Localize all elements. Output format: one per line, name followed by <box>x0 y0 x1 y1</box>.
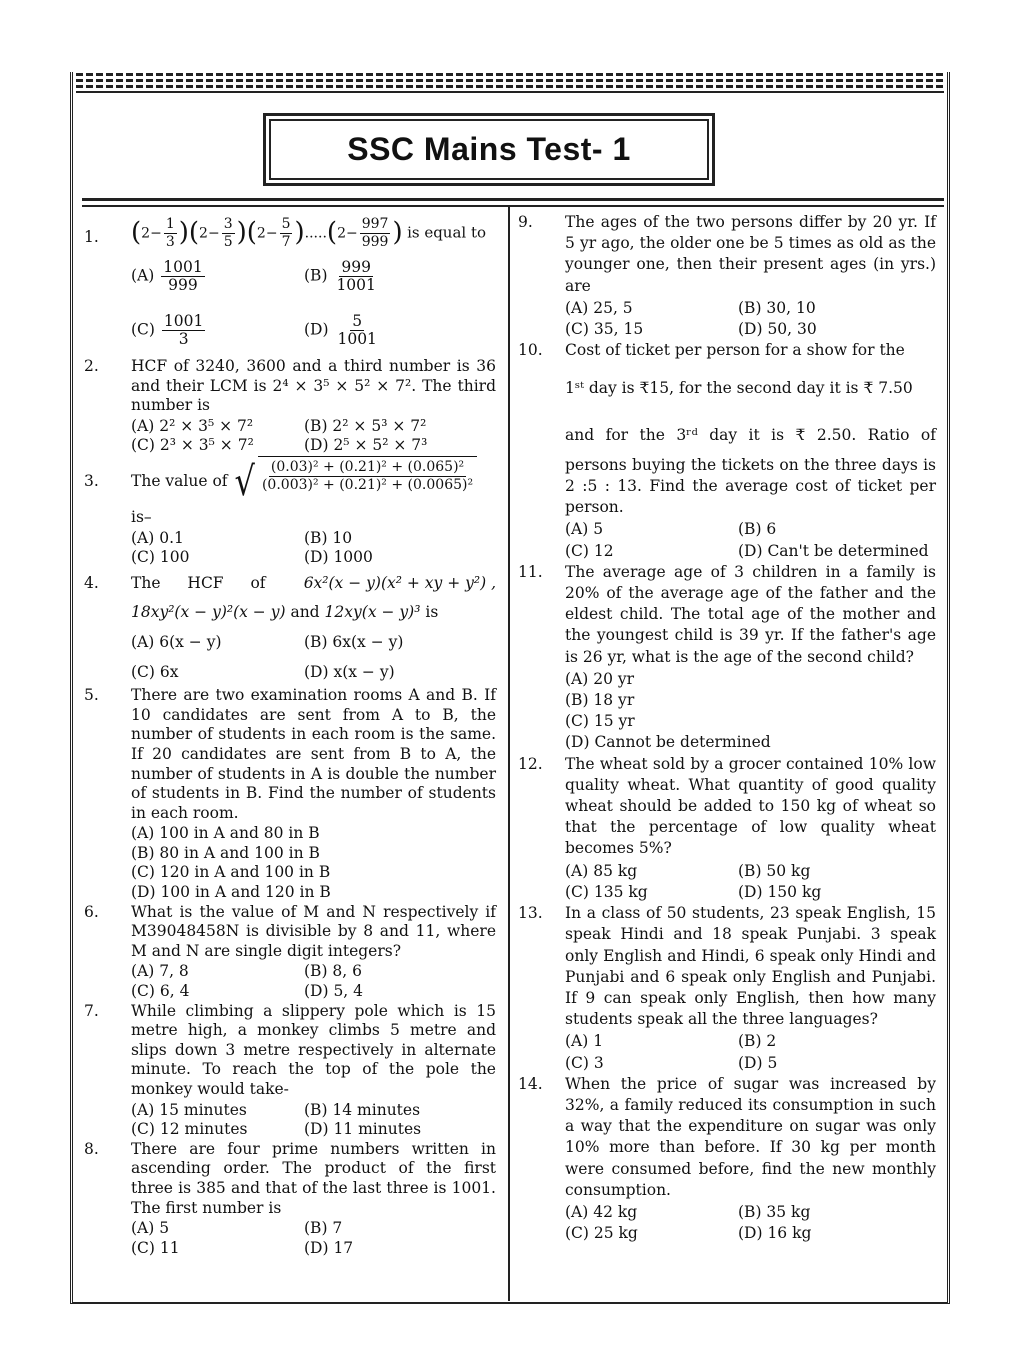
question-number: 7. <box>84 1001 99 1020</box>
question-number: 14. <box>518 1074 543 1093</box>
option-c[interactable]: (C) $\frac{1001}{3}$ <box>131 312 204 348</box>
option-a[interactable]: (A) 42 kg <box>565 1202 638 1221</box>
question-text: The average age of 3 children in a family is 20% of the average age of the father and the eldest child. The total age of the mother and the youngest child is 39 yr. If the father's age is 26 yr, what is the age of the second child? <box>565 562 936 666</box>
question-number: 2. <box>84 357 99 375</box>
option-d[interactable]: (D) 100 in A and 120 in B <box>131 883 331 902</box>
option-d[interactable]: (D) $\frac{5}{1001}$ <box>304 312 377 348</box>
options <box>131 824 496 902</box>
question-number: 1. <box>84 228 99 246</box>
fraction: $\frac{3}{5}$ <box>223 216 233 250</box>
option-d[interactable]: (D) 11 minutes <box>304 1120 422 1139</box>
options <box>131 259 496 357</box>
option-d[interactable]: (D) 150 kg <box>738 882 822 901</box>
option-d[interactable]: (D) 5 <box>738 1053 778 1072</box>
top-rule <box>76 91 944 93</box>
question-number: 12. <box>518 754 543 773</box>
option-a[interactable]: (A) 20 yr <box>565 669 635 688</box>
question-2 <box>84 357 496 416</box>
question-text: When the price of sugar was increased by 32%, a family reduced its consumption in such a way that the expenditure on sugar was only 10% more than before. If 30 kg per month were consumed before, find the new monthly consumption. <box>565 1074 936 1199</box>
question-number: 6. <box>84 902 99 921</box>
question-14 <box>518 1074 936 1201</box>
question-text: The wheat sold by a grocer contained 10% low quality wheat. What quantity of good quality wheat should be added to 150 kg of wheat so that the percentage of low quality wheat becomes 5%? <box>565 754 936 858</box>
option-d[interactable]: (D) 2⁵ × 5² × 7³ <box>304 436 428 455</box>
options <box>565 861 936 903</box>
option-b[interactable]: (B) 14 minutes <box>304 1100 421 1119</box>
right-column <box>518 212 936 1244</box>
question-11 <box>518 562 936 668</box>
option-b[interactable]: (B) 30, 10 <box>738 298 816 317</box>
question-5 <box>84 686 496 823</box>
option-a[interactable]: (A) 25, 5 <box>565 298 633 317</box>
question-13 <box>518 903 936 1030</box>
question-text: There are two examination rooms A and B. If 10 candidates are sent from A to B, the number of students in each room is the same. If 20 candidates are sent from B to A, the number of students in A is double the number of students in B. Find the number of students in each room. <box>131 686 496 822</box>
option-c[interactable]: (C) 6, 4 <box>131 982 190 1001</box>
question-7 <box>84 1002 496 1100</box>
option-b[interactable]: (B) 8, 6 <box>304 962 362 981</box>
question-body: Cost of ticket per person for a show for the 1ˢᵗ day is ₹15, for the second day it is ₹ 7.50 and for the 3ʳᵈ day it is ₹ 2.50. Ratio of persons buying the tickets on the three days is 2 :5 : 13. Find the average cost of ticket per person. <box>565 341 936 517</box>
option-b[interactable]: (B) 50 kg <box>738 861 811 880</box>
options <box>565 1031 936 1073</box>
option-b[interactable]: (B) 35 kg <box>738 1202 811 1221</box>
option-b[interactable]: (B) 10 <box>304 528 353 547</box>
option-d[interactable]: (D) 1000 <box>304 548 373 567</box>
question-number: 4. <box>84 573 99 592</box>
fraction: $\frac{1}{3}$ <box>165 216 175 250</box>
question-8 <box>84 1140 496 1218</box>
question-text: In a class of 50 students, 23 speak English, 15 speak Hindi and 18 speak Punjabi. 3 speak only English and Hindi, 6 speak only Hindi and Punjabi and 6 speak only English and Punjabi. If 9 can speak only English, then how many students speak all the three languages? <box>565 904 936 1029</box>
fraction: $\frac{5}{1001}$ <box>337 312 377 348</box>
option-a[interactable]: (A) 0.1 <box>131 528 184 547</box>
fraction: $\frac{997}{999}$ <box>361 216 389 250</box>
question-6 <box>84 903 496 962</box>
fraction: $\frac{1001}{3}$ <box>163 312 204 348</box>
option-a[interactable]: (A) $\frac{1001}{999}$ <box>131 258 203 294</box>
question-3 <box>84 456 496 528</box>
question-number: 5. <box>84 686 99 705</box>
header-rule <box>82 198 944 201</box>
option-c[interactable]: (C) 12 minutes <box>131 1120 248 1139</box>
option-a[interactable]: (A) 85 kg <box>565 861 638 880</box>
question-text: What is the value of M and N respectively if M39048458N is divisible by 8 and 11, where M and N are single digit integers? <box>131 902 496 960</box>
question-number: 3. <box>84 471 99 490</box>
option-d[interactable]: (D) 16 kg <box>738 1224 812 1243</box>
fraction: $\frac{999}{1001}$ <box>336 258 376 294</box>
option-a[interactable]: (A) 15 minutes <box>131 1100 247 1119</box>
option-a[interactable]: (A) 7, 8 <box>131 962 189 981</box>
option-b[interactable]: (B) 18 yr <box>565 691 635 710</box>
option-b[interactable]: (B) $\frac{999}{1001}$ <box>304 258 376 294</box>
options <box>131 962 496 1001</box>
question-number: 9. <box>518 213 533 231</box>
fraction: $\frac{\text{(0.03)² + (0.21)² + (0.065)²}}{\text{(0.003)² + (0.21)² + (0.0065)²}}$ <box>261 458 474 493</box>
options <box>131 1219 496 1258</box>
option-c[interactable]: (C) 135 kg <box>565 882 648 901</box>
question-number: 10. <box>518 341 543 360</box>
question-text: The ages of the two persons differ by 20 yr. If 5 yr ago, the older one be 5 times as old as the younger one, then their present ages (in yrs.) are <box>565 213 936 295</box>
options <box>131 529 496 568</box>
options <box>131 633 496 682</box>
option-d[interactable]: (D) x(x − y) <box>304 662 395 681</box>
question-text: HCF of 3240, 3600 and a third number is 36 and their LCM is 2⁴ × 3⁵ × 5² × 7². The third number is <box>131 357 496 415</box>
options <box>131 1101 496 1140</box>
option-c[interactable]: (C) 100 <box>131 548 190 567</box>
option-c[interactable]: (C) 12 <box>565 541 614 560</box>
option-b[interactable]: (B) 2² × 5³ × 7² <box>304 416 427 435</box>
option-a[interactable]: (A) 1 <box>565 1032 604 1051</box>
option-d[interactable]: (D) Cannot be determined <box>565 733 771 752</box>
option-b[interactable]: (B) 6x(x − y) <box>304 632 404 651</box>
question-text: While climbing a slippery pole which is 15 metre high, a monkey climbs 5 metre and slips down 3 metre respectively in alternate minute. To reach the top of the pole the monkey would take- <box>131 1001 496 1098</box>
option-b[interactable]: (B) 6 <box>738 520 777 539</box>
top-dashed-border <box>76 73 944 89</box>
option-a[interactable]: (A) 5 <box>131 1219 170 1238</box>
option-d[interactable]: (D) 5, 4 <box>304 982 364 1001</box>
option-c[interactable]: (C) 25 kg <box>565 1224 638 1243</box>
option-b[interactable]: (B) 7 <box>304 1219 343 1238</box>
fraction: $\frac{1001}{999}$ <box>163 258 203 294</box>
options <box>131 417 496 456</box>
question-number: 13. <box>518 904 543 923</box>
option-d[interactable]: (D) 50, 30 <box>738 320 817 339</box>
option-c[interactable]: (C) 3 <box>565 1053 604 1072</box>
question-4 <box>84 574 496 623</box>
option-b[interactable]: (B) 80 in A and 100 in B <box>131 843 320 862</box>
option-b[interactable]: (B) 2 <box>738 1032 777 1051</box>
left-column <box>84 214 496 1258</box>
header-rule-secondary <box>82 205 944 207</box>
option-c[interactable]: (C) 2³ × 3⁵ × 7² <box>131 436 254 455</box>
options <box>565 669 936 754</box>
question-12 <box>518 754 936 860</box>
square-root: √ $\frac{\text{(0.03)² + (0.21)² + (0.065)²}}{\text{(0.003)² + (0.21)² + (0.0065)²}}$ <box>232 456 477 508</box>
options <box>565 519 936 561</box>
option-c[interactable]: (C) 6x <box>131 662 179 681</box>
option-d[interactable]: (D) 17 <box>304 1238 354 1257</box>
column-divider <box>508 207 510 1301</box>
question-body: The value of √ $\frac{\text{(0.03)² + (0.21)² + (0.065)²}}{\text{(0.003)² + (0.21)² + (0.0065)²}}$ is– <box>131 456 496 528</box>
option-d[interactable]: (D) Can't be determined <box>738 541 929 560</box>
question-9 <box>518 212 936 297</box>
question-text: There are four prime numbers written in ascending order. The product of the first three is 385 and that of the last three is 1001. The first number is <box>131 1139 496 1217</box>
question-10 <box>518 340 936 518</box>
question-body: The HCF of 6x²(x − y)(x² + xy + y²) , 18xy²(x − y)²(x − y) and 12xy(x − y)³ is <box>131 573 496 622</box>
option-a[interactable]: (A) 5 <box>565 520 604 539</box>
option-c[interactable]: (C) 11 <box>131 1238 180 1257</box>
option-c[interactable]: (C) 35, 15 <box>565 320 644 339</box>
page-title: SSC Mains Test- 1 <box>269 119 709 180</box>
option-c[interactable]: (C) 120 in A and 100 in B <box>131 863 331 882</box>
question-1 <box>84 216 496 251</box>
option-c[interactable]: (C) 15 yr <box>565 712 635 731</box>
options <box>565 298 936 340</box>
option-a[interactable]: (A) 2² × 3⁵ × 7² <box>131 416 254 435</box>
fraction: $\frac{5}{7}$ <box>281 216 291 250</box>
question-body: (2− $\frac{1}{3}$ )(2− $\frac{3}{5}$ )(2− $\frac{5}{7}$ ).....(2− $\frac{997}{999}$ ) is equal to <box>131 216 487 250</box>
question-number: 11. <box>518 562 543 581</box>
title-box <box>263 113 715 186</box>
options <box>565 1202 936 1244</box>
option-a[interactable]: (A) 100 in A and 80 in B <box>131 824 320 843</box>
question-number: 8. <box>84 1139 99 1158</box>
option-a[interactable]: (A) 6(x − y) <box>131 632 222 651</box>
